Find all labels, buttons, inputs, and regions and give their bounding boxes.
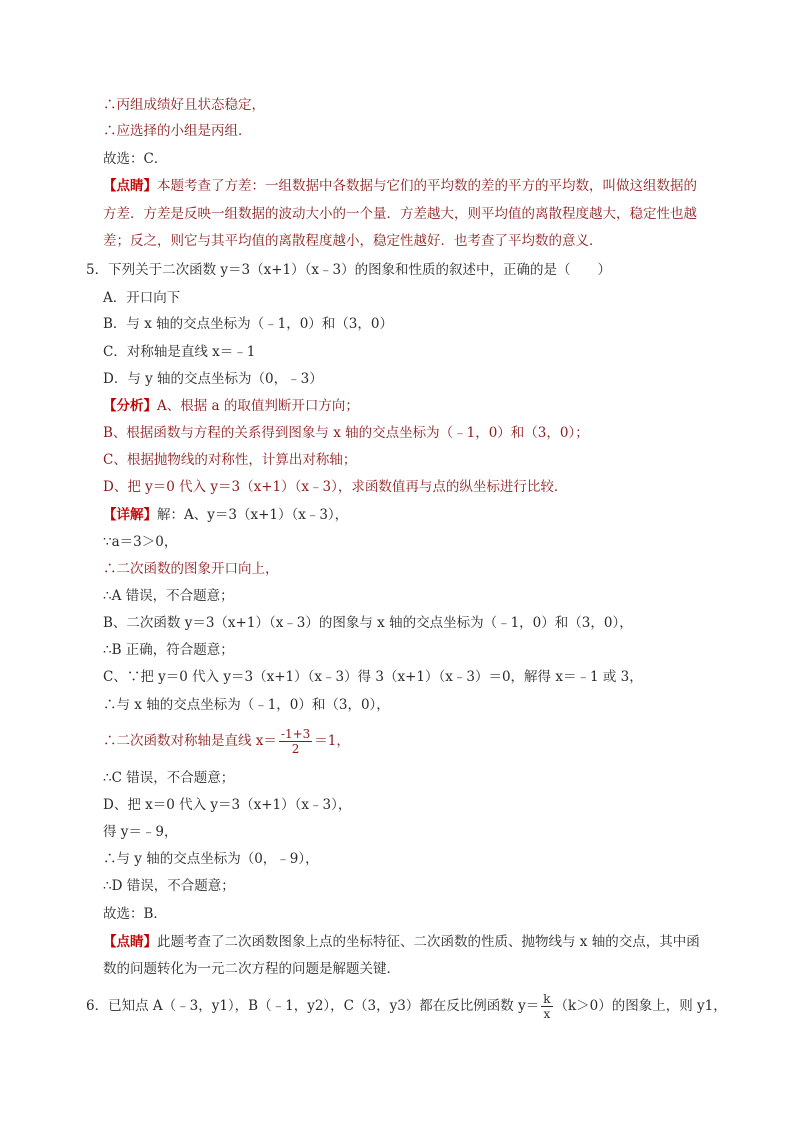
comment-line xyxy=(103,933,700,951)
formula-suffix: ＝1， xyxy=(314,733,350,749)
stem-suffix: （k＞0）的图象上，则 y1， xyxy=(554,998,727,1014)
detail-line xyxy=(103,506,348,524)
option-b: B．与 x 轴的交点坐标为（﹣1，0）和（3，0） xyxy=(103,316,393,332)
text-line: ∴应选择的小组是丙组． xyxy=(103,123,252,139)
comment-text: 此题考查了二次函数图象上点的坐标特征、二次函数的性质、抛物线与 x 轴的交点，其中函 xyxy=(157,934,700,950)
text-line: ∵a＝3＞0， xyxy=(103,534,178,550)
formula-prefix: ∴二次函数对称轴是直线 x＝ xyxy=(103,733,277,749)
question-stem: 5．下列关于二次函数 y＝3（x+1）（x﹣3）的图象和性质的叙述中，正确的是（ ） xyxy=(86,262,612,278)
text-line: B、根据函数与方程的关系得到图象与 x 轴的交点坐标为（﹣1，0）和（3，0）； xyxy=(103,425,589,441)
text-line: 故选：C． xyxy=(103,151,168,167)
fraction-denominator: x xyxy=(543,1007,551,1021)
text-line: 故选：B． xyxy=(103,906,167,922)
text-line: 数的问题转化为一元二次方程的问题是解题关键． xyxy=(103,961,400,977)
text-line: B、二次函数 y＝3（x+1）（x﹣3）的图象与 x 轴的交点坐标为（﹣1，0）和（3，0）， xyxy=(103,615,633,631)
fraction xyxy=(279,727,312,756)
text-line: ∴A 错误，不合题意； xyxy=(103,588,234,604)
comment-line xyxy=(103,177,697,195)
option-d: D．与 y 轴的交点坐标为（0，﹣3） xyxy=(103,371,323,387)
text-line: ∴B 正确，符合题意； xyxy=(103,642,234,658)
text-line: ∴C 错误，不合题意； xyxy=(103,770,235,786)
text-line: 得 y＝﹣9， xyxy=(103,824,178,840)
text-line: 差；反之，则它与其平均值的离散程度越小，稳定性越好．也考查了平均数的意义． xyxy=(103,233,603,249)
text-line: D、把 y＝0 代入 y＝3（x+1）（x﹣3），求函数值再与点的纵坐标进行比较． xyxy=(103,479,568,495)
detail-text: 解：A、y＝3（x+1）（x﹣3）， xyxy=(157,507,349,523)
symmetry-axis-line xyxy=(103,724,350,758)
fraction-numerator: k xyxy=(543,992,551,1006)
analysis-text: A、根据 a 的取值判断开口方向； xyxy=(157,398,359,414)
analysis-line xyxy=(103,397,359,415)
text-line: D、把 x＝0 代入 y＝3（x+1）（x﹣3）， xyxy=(103,797,352,813)
comment-tag: 【点睛】 xyxy=(103,934,157,950)
analysis-tag: 【分析】 xyxy=(103,398,157,414)
fraction xyxy=(541,992,552,1021)
text-line: ∴D 错误，不合题意； xyxy=(103,878,235,894)
text-line: 方差．方差是反映一组数据的波动大小的一个量．方差越大，则平均值的离散程度越大，稳定性也越 xyxy=(103,206,697,222)
question-stem xyxy=(86,989,727,1023)
comment-text: 本题考查了方差：一组数据中各数据与它们的平均数的差的平方的平均数，叫做这组数据的 xyxy=(157,178,697,194)
stem-prefix: 6．已知点 A（﹣3，y1），B（﹣1，y2），C（3，y3）都在反比例函数 y＝ xyxy=(86,998,540,1014)
option-a: A．开口向下 xyxy=(103,290,181,306)
text-line: ∴与 x 轴的交点坐标为（﹣1，0）和（3，0）， xyxy=(103,697,390,713)
option-c: C．对称轴是直线 x＝﹣1 xyxy=(103,344,256,360)
text-line: C、∵把 y＝0 代入 y＝3（x+1）（x﹣3）得 3（x+1）（x﹣3）＝0，解得 x＝﹣1 或 3， xyxy=(103,669,643,685)
fraction-numerator: -1+3 xyxy=(280,727,311,741)
comment-tag: 【点睛】 xyxy=(103,178,157,194)
text-line: C、根据抛物线的对称性，计算出对称轴； xyxy=(103,452,357,468)
detail-tag: 【详解】 xyxy=(103,507,157,523)
text-line: ∴丙组成绩好且状态稳定， xyxy=(103,97,265,113)
text-line: ∴二次函数的图象开口向上， xyxy=(103,561,279,577)
fraction-denominator: 2 xyxy=(291,742,300,756)
text-line: ∴与 y 轴的交点坐标为（0，﹣9）， xyxy=(103,851,319,867)
